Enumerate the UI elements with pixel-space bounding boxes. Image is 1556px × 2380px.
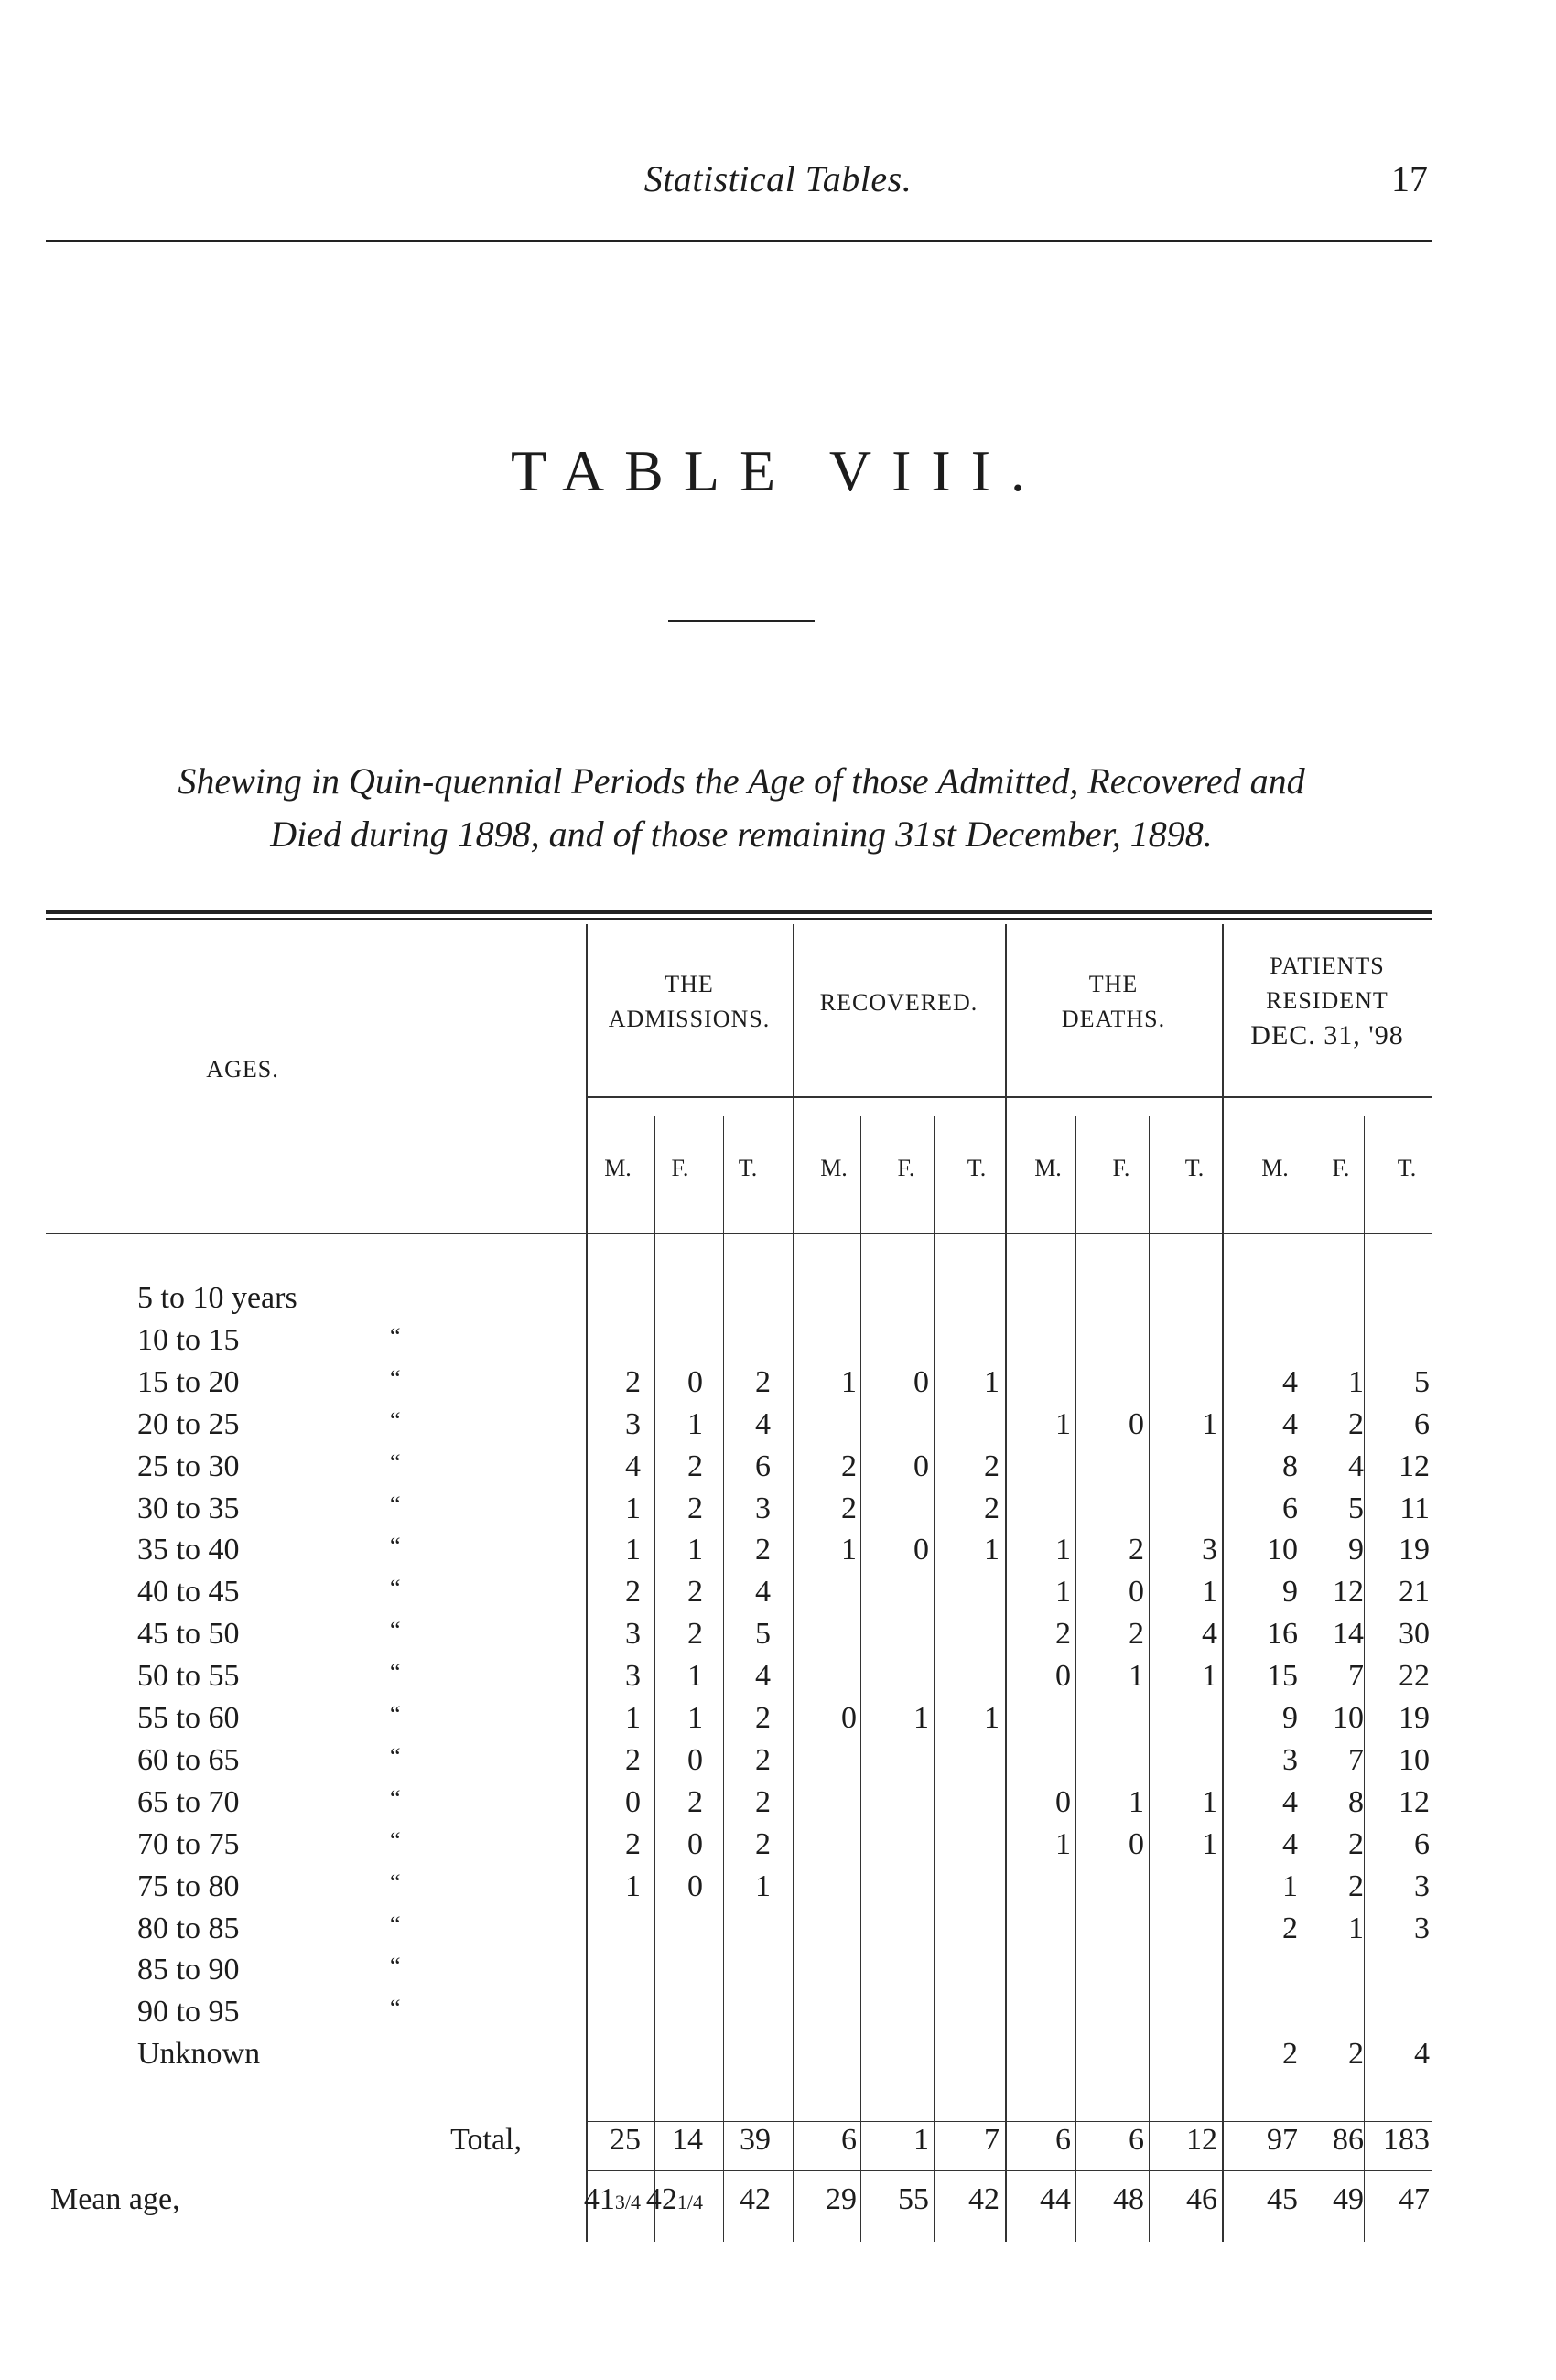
- table-cell: 4: [755, 1575, 771, 1610]
- group-header-3-line2: DEATHS.: [1061, 1006, 1166, 1032]
- sub-header-7: M.: [1034, 1155, 1062, 1181]
- age-range: 55 to 60: [137, 1701, 240, 1735]
- table-cell: 1: [1202, 1784, 1217, 1819]
- age-label: [137, 1701, 439, 1736]
- table-cell: 2: [625, 1575, 641, 1610]
- mean-age-fraction: 1/4: [676, 2191, 703, 2213]
- table-cell: 1: [1055, 1575, 1071, 1610]
- column-divider-6: [1149, 1116, 1150, 2242]
- table-cell: 1: [1129, 1784, 1144, 1819]
- age-label: [137, 1912, 439, 1946]
- mean-age-value: 44: [1040, 2182, 1071, 2216]
- title-rule: [668, 620, 815, 622]
- table-cell: 4: [1348, 1448, 1364, 1483]
- ditto-mark: “: [390, 1868, 401, 1896]
- age-range: 60 to 65: [137, 1742, 240, 1777]
- table-cell: 9: [1282, 1575, 1298, 1610]
- age-range: Unknown: [137, 2037, 261, 2072]
- table-cell: 1: [1202, 1575, 1217, 1610]
- table-cell: 0: [913, 1448, 929, 1483]
- table-cell: 2: [1282, 1911, 1298, 1945]
- age-range: 30 to 35: [137, 1491, 240, 1525]
- ditto-mark: “: [390, 1533, 401, 1560]
- mean-age-cell: [1153, 2182, 1217, 2217]
- total-cell: 183: [1383, 2123, 1430, 2157]
- table-cell: 3: [1414, 1911, 1430, 1945]
- table-cell: 12: [1399, 1448, 1430, 1483]
- age-range: 80 to 85: [137, 1911, 240, 1945]
- age-label: [137, 1533, 439, 1567]
- table-cell: 1: [625, 1701, 641, 1735]
- age-range: 15 to 20: [137, 1364, 240, 1399]
- table-cell: 6: [755, 1448, 771, 1483]
- total-label: Total,: [450, 2123, 522, 2157]
- table-cell: 6: [1282, 1491, 1298, 1525]
- age-label: [137, 1995, 439, 2030]
- page-number: 17: [1391, 158, 1428, 199]
- table-cell: 1: [1282, 1868, 1298, 1903]
- table-cell: 0: [687, 1868, 703, 1903]
- table-cell: 0: [913, 1533, 929, 1567]
- table-cell: 0: [841, 1701, 857, 1735]
- mean-age-cell: [1080, 2182, 1144, 2217]
- table-cell: 1: [984, 1364, 1000, 1399]
- table-cell: 2: [841, 1491, 857, 1525]
- table-cell: 2: [984, 1448, 1000, 1483]
- table-cell: 4: [1282, 1364, 1298, 1399]
- age-label: [137, 1323, 439, 1358]
- mean-age-fraction: 3/4: [614, 2191, 641, 2213]
- total-cell: 7: [984, 2123, 1000, 2157]
- table-cell: 10: [1399, 1742, 1430, 1777]
- ditto-mark: “: [390, 1995, 401, 2022]
- ditto-mark: “: [390, 1406, 401, 1434]
- table-cell: 2: [755, 1784, 771, 1819]
- table-cell: 1: [687, 1701, 703, 1735]
- group-divider-2: [793, 924, 794, 2242]
- table-cell: 2: [1348, 1406, 1364, 1441]
- ditto-mark: “: [390, 1448, 401, 1476]
- table-cell: 2: [841, 1448, 857, 1483]
- ditto-mark: “: [390, 1617, 401, 1644]
- mean-age-cell: [935, 2182, 1000, 2217]
- ditto-mark: “: [390, 1826, 401, 1854]
- mean-age-label: Mean age,: [50, 2182, 180, 2216]
- table-cell: 11: [1399, 1491, 1430, 1525]
- age-label: [137, 1743, 439, 1778]
- table-cell: 1: [841, 1364, 857, 1399]
- age-range: 65 to 70: [137, 1784, 240, 1819]
- age-label: [137, 1449, 439, 1484]
- table-cell: 1: [625, 1491, 641, 1525]
- total-cell: 86: [1333, 2123, 1364, 2157]
- table-cell: 3: [1202, 1533, 1217, 1567]
- group-header-2-line2: RECOVERED.: [819, 989, 978, 1016]
- ages-header: AGES.: [206, 1056, 279, 1082]
- table-cell: 2: [1348, 1826, 1364, 1861]
- total-cell: 97: [1267, 2123, 1298, 2157]
- table-top-rule-thick: [46, 910, 1432, 914]
- table-cell: 7: [1348, 1742, 1364, 1777]
- age-range: 75 to 80: [137, 1868, 240, 1903]
- table-cell: 0: [687, 1364, 703, 1399]
- table-cell: 2: [625, 1742, 641, 1777]
- total-cell: 6: [1129, 2123, 1144, 2157]
- table-cell: 2: [984, 1491, 1000, 1525]
- age-range: 85 to 90: [137, 1953, 240, 1987]
- age-range: 5 to 10 years: [137, 1281, 297, 1315]
- table-cell: 3: [625, 1617, 641, 1652]
- table-cell: 1: [1129, 1659, 1144, 1694]
- table-cell: 1: [841, 1533, 857, 1567]
- mean-age-cell: [1366, 2182, 1430, 2217]
- table-cell: 4: [1414, 2037, 1430, 2072]
- group-header-rule: [586, 1096, 1432, 1098]
- total-cell: 12: [1186, 2123, 1217, 2157]
- table-cell: 1: [1055, 1826, 1071, 1861]
- mean-age-value: 46: [1186, 2182, 1217, 2216]
- age-range: 45 to 50: [137, 1617, 240, 1652]
- table-cell: 5: [1414, 1364, 1430, 1399]
- table-cell: 1: [625, 1533, 641, 1567]
- table-cell: 6: [1414, 1406, 1430, 1441]
- table-cell: 1: [1202, 1659, 1217, 1694]
- total-cell: 6: [841, 2123, 857, 2157]
- table-cell: 1: [625, 1868, 641, 1903]
- ditto-mark: “: [390, 1953, 401, 1980]
- age-range: 25 to 30: [137, 1448, 240, 1483]
- table-cell: 2: [755, 1533, 771, 1567]
- mean-age-value: 42: [968, 2182, 1000, 2216]
- subtitle-line-2: Died during 1898, and of those remaining 31st December, 1898.: [270, 813, 1213, 855]
- table-cell: 2: [687, 1617, 703, 1652]
- age-range: 35 to 40: [137, 1533, 240, 1567]
- running-title: Statistical Tables.: [643, 158, 913, 199]
- mean-age-cell: [865, 2182, 929, 2217]
- mean-age-value: 42: [740, 2182, 771, 2216]
- mean-age-value: 42: [645, 2182, 677, 2216]
- table-cell: 2: [1055, 1617, 1071, 1652]
- table-cell: 2: [687, 1448, 703, 1483]
- age-label: [137, 1575, 439, 1610]
- table-cell: 4: [1282, 1826, 1298, 1861]
- mean-age-value: 49: [1333, 2182, 1364, 2216]
- table-cell: 3: [755, 1491, 771, 1525]
- table-cell: 4: [1282, 1406, 1298, 1441]
- table-cell: 0: [687, 1826, 703, 1861]
- table-cell: 0: [913, 1364, 929, 1399]
- column-divider-3: [860, 1116, 861, 2242]
- age-label: [137, 1827, 439, 1862]
- table-cell: 2: [687, 1491, 703, 1525]
- age-label: [137, 1365, 439, 1400]
- table-cell: 1: [687, 1659, 703, 1694]
- total-cell: 1: [913, 2123, 929, 2157]
- ditto-mark: “: [390, 1911, 401, 1938]
- table-cell: 4: [755, 1406, 771, 1441]
- mean-age-value: 47: [1399, 2182, 1430, 2216]
- table-cell: 1: [1348, 1364, 1364, 1399]
- table-cell: 2: [1129, 1617, 1144, 1652]
- ditto-mark: “: [390, 1491, 401, 1518]
- table-cell: 2: [1348, 1868, 1364, 1903]
- table-cell: 30: [1399, 1617, 1430, 1652]
- column-divider-4: [934, 1116, 935, 2242]
- sub-header-2: F.: [671, 1155, 689, 1181]
- table-cell: 4: [755, 1659, 771, 1694]
- age-label: [137, 1953, 439, 1987]
- table-cell: 12: [1399, 1784, 1430, 1819]
- table-cell: 12: [1333, 1575, 1364, 1610]
- group-header-4-line3: DEC. 31, '98: [1250, 1020, 1404, 1050]
- age-range: 40 to 45: [137, 1575, 240, 1610]
- ditto-mark: “: [390, 1364, 401, 1392]
- table-cell: 19: [1399, 1533, 1430, 1567]
- table-cell: 5: [755, 1617, 771, 1652]
- table-cell: 2: [755, 1826, 771, 1861]
- age-label: [137, 1869, 439, 1904]
- table-cell: 10: [1267, 1533, 1298, 1567]
- sub-header-10: M.: [1261, 1155, 1289, 1181]
- mean-age-value: 45: [1267, 2182, 1298, 2216]
- table-cell: 5: [1348, 1491, 1364, 1525]
- table-cell: 1: [1055, 1533, 1071, 1567]
- age-label: [137, 1617, 439, 1652]
- age-label: [137, 1407, 439, 1442]
- table-cell: 19: [1399, 1701, 1430, 1735]
- sub-header-11: F.: [1332, 1155, 1350, 1181]
- group-header-4-line1: PATIENTS: [1270, 953, 1385, 979]
- table-cell: 2: [687, 1784, 703, 1819]
- mean-age-cell: [1007, 2182, 1071, 2217]
- mean-age-cell: [707, 2182, 771, 2217]
- column-divider-8: [1364, 1116, 1365, 2242]
- table-cell: 1: [984, 1533, 1000, 1567]
- sub-header-4: M.: [820, 1155, 848, 1181]
- table-cell: 0: [1055, 1659, 1071, 1694]
- table-cell: 1: [1202, 1406, 1217, 1441]
- age-range: 10 to 15: [137, 1322, 240, 1357]
- mean-age-cell: [1300, 2182, 1364, 2217]
- sub-header-5: F.: [897, 1155, 915, 1181]
- table-cell: 8: [1348, 1784, 1364, 1819]
- table-cell: 0: [687, 1742, 703, 1777]
- mean-age-cell: [1234, 2182, 1298, 2217]
- mean-age-value: 29: [826, 2182, 857, 2216]
- ditto-mark: “: [390, 1322, 401, 1350]
- group-divider-4: [1222, 924, 1224, 2242]
- age-range: 90 to 95: [137, 1995, 240, 2030]
- table-cell: 0: [1129, 1406, 1144, 1441]
- ditto-mark: “: [390, 1701, 401, 1728]
- table-cell: 0: [1055, 1784, 1071, 1819]
- age-range: 50 to 55: [137, 1659, 240, 1694]
- table-cell: 2: [687, 1575, 703, 1610]
- table-cell: 2: [1129, 1533, 1144, 1567]
- table-cell: 22: [1399, 1659, 1430, 1694]
- table-cell: 2: [755, 1364, 771, 1399]
- table-cell: 9: [1282, 1701, 1298, 1735]
- table-cell: 1: [1202, 1826, 1217, 1861]
- age-label: [137, 1659, 439, 1694]
- table-cell: 6: [1414, 1826, 1430, 1861]
- age-label: [137, 1492, 439, 1526]
- table-cell: 4: [1202, 1617, 1217, 1652]
- table-cell: 15: [1267, 1659, 1298, 1694]
- table-cell: 2: [755, 1701, 771, 1735]
- table-cell: 1: [687, 1533, 703, 1567]
- table-cell: 3: [1282, 1742, 1298, 1777]
- mean-age-cell: [793, 2182, 857, 2217]
- sub-header-1: M.: [604, 1155, 632, 1181]
- table-cell: 14: [1333, 1617, 1364, 1652]
- ditto-mark: “: [390, 1659, 401, 1686]
- sub-header-3: T.: [738, 1155, 758, 1181]
- table-cell: 1: [1055, 1406, 1071, 1441]
- table-cell: 0: [1129, 1575, 1144, 1610]
- age-range: 70 to 75: [137, 1826, 240, 1861]
- age-label: [137, 1785, 439, 1820]
- table-cell: 10: [1333, 1701, 1364, 1735]
- ditto-mark: “: [390, 1784, 401, 1812]
- table-cell: 2: [625, 1364, 641, 1399]
- table-cell: 8: [1282, 1448, 1298, 1483]
- table-cell: 1: [687, 1406, 703, 1441]
- table-cell: 0: [625, 1784, 641, 1819]
- column-divider-5: [1075, 1116, 1076, 2242]
- table-cell: 2: [1282, 2037, 1298, 2072]
- table-cell: 4: [1282, 1784, 1298, 1819]
- sub-header-8: F.: [1112, 1155, 1130, 1181]
- age-label: [137, 1281, 439, 1316]
- table-cell: 0: [1129, 1826, 1144, 1861]
- table-cell: 1: [1348, 1911, 1364, 1945]
- table-cell: 3: [1414, 1868, 1430, 1903]
- total-top-rule: [586, 2121, 1432, 2122]
- table-cell: 1: [755, 1868, 771, 1903]
- table-top-rule-thin: [46, 918, 1432, 920]
- table-cell: 21: [1399, 1575, 1430, 1610]
- mean-age-value: 48: [1113, 2182, 1144, 2216]
- total-bottom-rule: [586, 2170, 1432, 2171]
- table-cell: 16: [1267, 1617, 1298, 1652]
- ditto-mark: “: [390, 1742, 401, 1770]
- total-cell: 25: [610, 2123, 641, 2157]
- table-cell: 3: [625, 1659, 641, 1694]
- table-title: TABLE VIII.: [510, 438, 1046, 503]
- subtitle-line-1: Shewing in Quin-quennial Periods the Age of those Admitted, Recovered and: [178, 760, 1305, 802]
- header-bottom-rule: [46, 1233, 1432, 1234]
- sub-header-6: T.: [967, 1155, 987, 1181]
- table-cell: 1: [984, 1701, 1000, 1735]
- group-header-1-line2: ADMISSIONS.: [608, 1006, 771, 1032]
- group-header-1-line1: THE: [665, 971, 714, 997]
- table-cell: 2: [755, 1742, 771, 1777]
- group-header-3-line1: THE: [1088, 971, 1139, 997]
- total-cell: 14: [672, 2123, 703, 2157]
- mean-age-cell: [577, 2182, 641, 2217]
- group-header-4-line2: RESIDENT: [1266, 987, 1389, 1014]
- mean-age-value: 55: [898, 2182, 929, 2216]
- table-cell: 2: [1348, 2037, 1364, 2072]
- age-label: [137, 2037, 439, 2072]
- table-cell: 2: [625, 1826, 641, 1861]
- table-cell: 1: [913, 1701, 929, 1735]
- table-cell: 7: [1348, 1659, 1364, 1694]
- sub-header-12: T.: [1397, 1155, 1417, 1181]
- age-range: 20 to 25: [137, 1406, 240, 1441]
- sub-header-9: T.: [1184, 1155, 1205, 1181]
- mean-age-value: 41: [583, 2182, 615, 2216]
- mean-age-cell: [639, 2182, 703, 2217]
- table-cell: 4: [625, 1448, 641, 1483]
- total-cell: 6: [1055, 2123, 1071, 2157]
- header-rule: [46, 240, 1432, 242]
- table-cell: 9: [1348, 1533, 1364, 1567]
- total-cell: 39: [740, 2123, 771, 2157]
- ditto-mark: “: [390, 1575, 401, 1602]
- table-cell: 3: [625, 1406, 641, 1441]
